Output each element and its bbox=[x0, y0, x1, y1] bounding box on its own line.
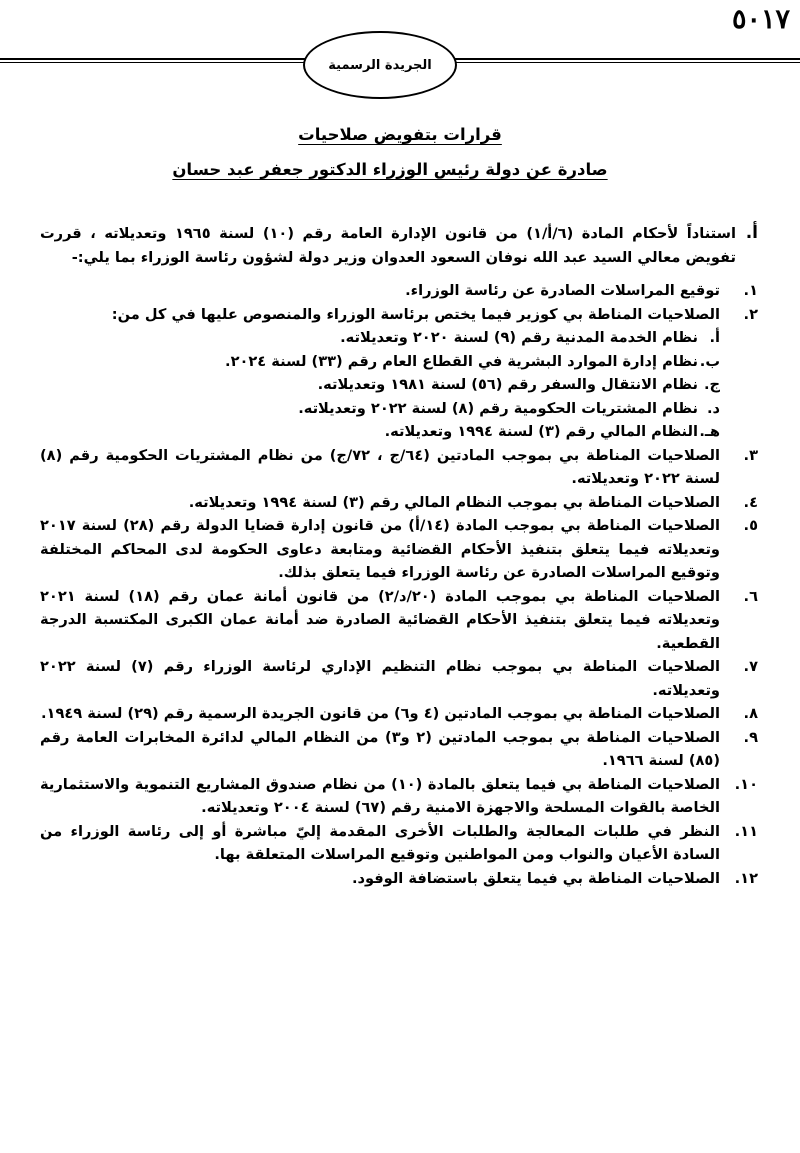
list-item bbox=[40, 585, 758, 656]
item-text: النظر في طلبات المعالجة والطلبات الأخرى المقدمة إليّ مباشرة أو إلى رئاسة الوزراء من السادة الأعيان والنواب ومن المواطنين وتوقيع المراسلات المتعلقة بها. bbox=[40, 822, 720, 863]
page-number: ٥٠١٧ bbox=[731, 4, 790, 35]
item-text: الصلاحيات المناطة بي فيما يتعلق بالمادة (١٠) من نظام صندوق المشاريع التنموية والاستثمارية الخاصة بالقوات المسلحة والاجهزة الامنية رقم (٦٧) لسنة ٢٠٠٤ وتعديلاته. bbox=[40, 775, 720, 816]
list-item bbox=[40, 867, 758, 891]
document-title: قرارات بتفويض صلاحيات bbox=[298, 125, 502, 144]
list-item bbox=[40, 773, 758, 820]
list-item bbox=[40, 702, 758, 726]
sub-letter: أ. bbox=[709, 329, 720, 346]
item-number: ١٠. bbox=[734, 775, 758, 793]
item-text: الصلاحيات المناطة بي بموجب المادة (١٤/أ) من قانون إدارة قضايا الدولة رقم (٢٨) لسنة ٢٠١٧ وتعديلاته فيما يتعلق بتنفيذ الأحكام القضائية ومتابعة دعاوى الحكومة لدى المحاكم المختلفة وتوقيع المراسلات الصادرة عن رئاسة الوزراء فيما يتعلق بذلك. bbox=[40, 517, 720, 581]
sub-item bbox=[40, 420, 720, 444]
sub-item bbox=[40, 326, 720, 350]
item-text: الصلاحيات المناطة بي بموجب المادة (٢٠/د/٢) من قانون أمانة عمان رقم (١٨) لسنة ٢٠٢١ وتعديلاته فيما يتعلق بتنفيذ الأحكام القضائية الصادرة ضد أمانة عمان الكبرى المكتسبة الدرجة القطعية. bbox=[40, 587, 720, 652]
item-number: ٤. bbox=[743, 493, 758, 511]
item-text: الصلاحيات المناطة بي بموجب النظام المالي رقم (٣) لسنة ١٩٩٤ وتعديلاته. bbox=[188, 493, 720, 511]
item-text: الصلاحيات المناطة بي بموجب المادتين (٤ و٦) من قانون الجريدة الرسمية رقم (٢٩) لسنة ١٩٤٩. bbox=[41, 705, 720, 722]
sub-item bbox=[40, 397, 720, 421]
sub-letter: ج. bbox=[703, 376, 720, 393]
document-body bbox=[40, 222, 758, 890]
item-number: ٨. bbox=[743, 705, 758, 722]
item-text: الصلاحيات المناطة بي كوزير فيما يختص برئاسة الوزراء والمنصوص عليها في كل من: bbox=[111, 305, 720, 323]
intro-paragraph bbox=[40, 222, 758, 269]
list-item bbox=[40, 726, 758, 773]
item-number: ١١. bbox=[734, 822, 758, 840]
sub-list bbox=[40, 326, 720, 444]
item-text: الصلاحيات المناطة بي بموجب المادتين (٦٤/ج ، ٧٢/ج) من نظام المشتريات الحكومية رقم (٨) لسنة ٢٠٢٢ وتعديلاته. bbox=[40, 446, 720, 487]
item-number: ١٢. bbox=[734, 869, 758, 887]
sub-text: نظام إدارة الموارد البشرية في القطاع العام رقم (٣٣) لسنة ٢٠٢٤. bbox=[225, 352, 698, 370]
list-item bbox=[40, 279, 758, 303]
gazette-label: الجريدة الرسمية bbox=[328, 57, 432, 73]
sub-text: النظام المالي رقم (٣) لسنة ١٩٩٤ وتعديلاته. bbox=[384, 423, 698, 440]
item-text: الصلاحيات المناطة بي بموجب نظام التنظيم الإداري لرئاسة الوزراء رقم (٧) لسنة ٢٠٢٢ وتعديلاته. bbox=[40, 658, 720, 699]
list-item bbox=[40, 820, 758, 867]
list-item bbox=[40, 655, 758, 702]
sub-text: نظام الانتقال والسفر رقم (٥٦) لسنة ١٩٨١ وتعديلاته. bbox=[317, 376, 698, 393]
item-number: ٧. bbox=[743, 658, 758, 675]
delegation-list bbox=[40, 279, 758, 890]
item-text: توقيع المراسلات الصادرة عن رئاسة الوزراء. bbox=[405, 282, 720, 299]
item-text: الصلاحيات المناطة بي بموجب المادتين (٢ و٣) من النظام المالي لدائرة المخابرات العامة رقم (٨٥) لسنة ١٩٦٦. bbox=[40, 728, 720, 769]
list-item bbox=[40, 514, 758, 585]
sub-item bbox=[40, 373, 720, 397]
gazette-oval-badge bbox=[303, 31, 457, 99]
item-number: ٥. bbox=[743, 517, 758, 534]
sub-text: نظام الخدمة المدنية رقم (٩) لسنة ٢٠٢٠ وتعديلاته. bbox=[340, 329, 698, 346]
item-number: ٩. bbox=[743, 728, 758, 746]
item-number: ٢. bbox=[743, 305, 758, 323]
item-block bbox=[40, 303, 720, 444]
list-item bbox=[40, 303, 758, 444]
item-number: ٣. bbox=[743, 446, 758, 464]
document-subtitle: صادرة عن دولة رئيس الوزراء الدكتور جعفر عبد حسان bbox=[172, 160, 608, 179]
sub-text: نظام المشتريات الحكومية رقم (٨) لسنة ٢٠٢٢ وتعديلاته. bbox=[298, 399, 698, 417]
sub-letter: د. bbox=[706, 399, 720, 417]
list-item bbox=[40, 491, 758, 515]
item-text: الصلاحيات المناطة بي فيما يتعلق باستضافة الوفود. bbox=[351, 869, 720, 887]
item-number: ٦. bbox=[743, 587, 758, 605]
sub-letter: هـ. bbox=[699, 423, 720, 440]
intro-mark: أ. bbox=[745, 223, 758, 243]
item-number: ١. bbox=[743, 282, 758, 299]
intro-text: استناداً لأحكام المادة (٦/أ/١) من قانون الإدارة العامة رقم (١٠) لسنة ١٩٦٥ وتعديلاته ، قررت تفويض معالي السيد عبد الله نوفان السعود العدوان وزير دولة لشؤون رئاسة الوزراء بما يلي:- bbox=[40, 225, 736, 266]
sub-letter: ب. bbox=[699, 352, 720, 370]
sub-item bbox=[40, 350, 720, 374]
list-item bbox=[40, 444, 758, 491]
